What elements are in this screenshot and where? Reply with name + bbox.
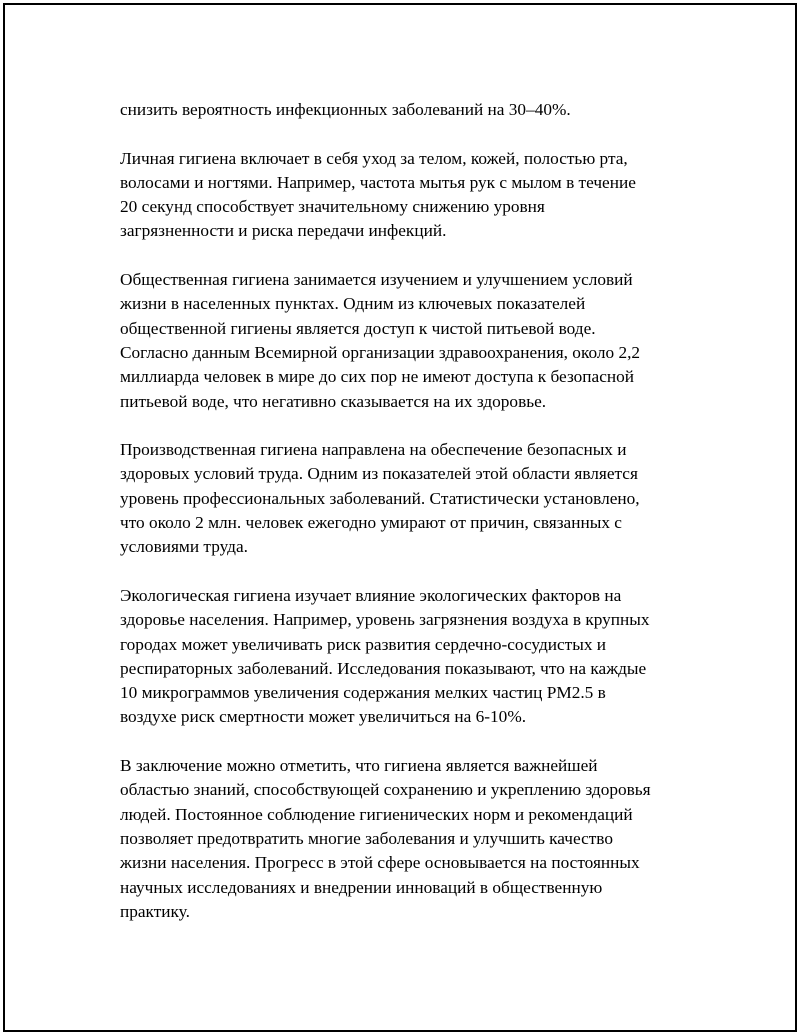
text-line: Согласно данным Всемирной организации здравоохранения, около 2,2	[120, 342, 641, 362]
text-line: областью знаний, способствующей сохранению и укреплению здоровья	[120, 780, 651, 800]
text-line: В заключение можно отметить, что гигиена является важнейшей	[120, 756, 598, 776]
paragraph-2	[120, 147, 710, 244]
text-line: практику.	[120, 901, 190, 921]
text-line: Экологическая гигиена изучает влияние экологических факторов на	[120, 585, 622, 605]
text-line: загрязненности и риска передачи инфекций.	[120, 221, 447, 241]
text-line: людей. Постоянное соблюдение гигиенических норм и рекомендаций	[120, 804, 633, 824]
text-line: жизни населения. Прогресс в этой сфере основывается на постоянных	[120, 853, 640, 873]
document-body	[120, 98, 710, 948]
text-line: Производственная гигиена направлена на обеспечение безопасных и	[120, 440, 627, 460]
text-line: позволяет предотвратить многие заболевания и улучшить качество	[120, 828, 613, 848]
text-line: жизни в населенных пунктах. Одним из ключевых показателей	[120, 294, 586, 314]
text-line: 10 микрограммов увеличения содержания мелких частиц PM2.5 в	[120, 683, 606, 703]
text-line: воздухе риск смертности может увеличиться на 6-10%.	[120, 707, 527, 727]
text-line: общественной гигиены является доступ к чистой питьевой воде.	[120, 318, 596, 338]
paragraph-3	[120, 268, 710, 414]
text-line: Общественная гигиена занимается изучением и улучшением условий	[120, 270, 633, 290]
text-line: здоровье населения. Например, уровень загрязнения воздуха в крупных	[120, 610, 650, 630]
text-line: здоровых условий труда. Одним из показателей этой области является	[120, 464, 638, 484]
paragraph-6	[120, 754, 710, 924]
text-line: волосами и ногтями. Например, частота мытья рук с мылом в течение	[120, 172, 636, 192]
text-line: условиями труда.	[120, 537, 248, 557]
text-line: миллиарда человек в мире до сих пор не имеют доступа к безопасной	[120, 367, 635, 387]
paragraph-1	[120, 98, 710, 122]
paragraph-5	[120, 584, 710, 730]
text-line: научных исследованиях и внедрении инноваций в общественную	[120, 877, 603, 897]
text-line: уровень профессиональных заболеваний. Статистически установлено,	[120, 488, 640, 508]
text-line: респираторных заболеваний. Исследования показывают, что на каждые	[120, 658, 647, 678]
paragraph-4	[120, 438, 710, 559]
text-line: городах может увеличивать риск развития сердечно-сосудистых и	[120, 634, 607, 654]
text-line: снизить вероятность инфекционных заболеваний на 30–40%.	[120, 100, 571, 119]
text-line: 20 секунд способствует значительному снижению уровня	[120, 197, 545, 217]
text-line: Личная гигиена включает в себя уход за телом, кожей, полостью рта,	[120, 148, 628, 168]
page-border	[3, 3, 797, 1032]
text-line: что около 2 млн. человек ежегодно умирают от причин, связанных с	[120, 513, 622, 533]
text-line: питьевой воде, что негативно сказывается на их здоровье.	[120, 391, 547, 411]
